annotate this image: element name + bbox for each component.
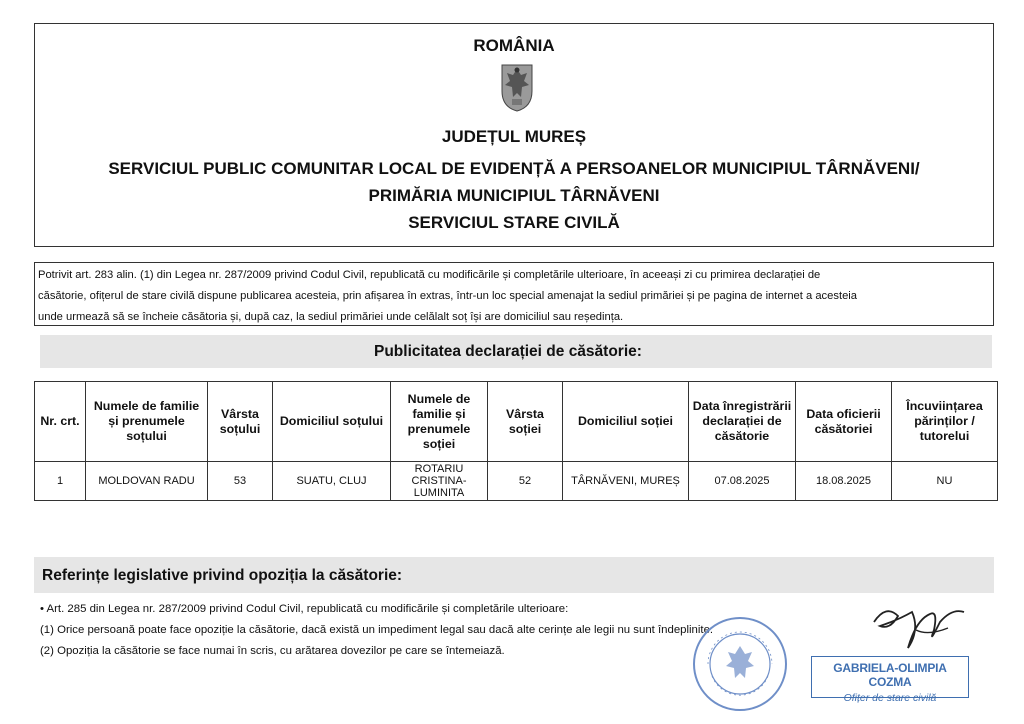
table-cell: ROTARIU CRISTINA-LUMINITA xyxy=(391,462,488,501)
table-cell: NU xyxy=(892,462,998,501)
handwritten-signature-icon xyxy=(868,600,978,660)
table-cell: 1 xyxy=(35,462,86,501)
table-cell: MOLDOVAN RADU xyxy=(86,462,208,501)
table-cell: 18.08.2025 xyxy=(796,462,892,501)
legal-title: Referințe legislative privind opoziția la căsătorie: xyxy=(42,567,403,584)
publication-title: Publicitatea declarației de căsătorie: xyxy=(374,343,642,360)
county-line: JUDEȚUL MUREȘ xyxy=(441,127,587,146)
column-header: Numele de familie și prenumele soției xyxy=(391,382,488,462)
civil-status-line: SERVICIUL STARE CIVILĂ xyxy=(408,213,620,232)
column-header: Vârsta soției xyxy=(488,382,563,462)
country-title: ROMÂNIA xyxy=(473,36,555,55)
column-header: Numele de familie și prenumele soțului xyxy=(86,382,208,462)
column-header: Data înregistrării declarației de căsătorie xyxy=(689,382,796,462)
signatory-title: Ofițer de stare civilă xyxy=(843,692,937,704)
intro-line: Potrivit art. 283 alin. (1) din Legea nr. 287/2009 privind Codul Civil, republicată cu modificările și completările ulterioare, în aceeași zi cu primirea declarației de xyxy=(38,269,821,281)
column-header: Domiciliul soțului xyxy=(273,382,391,462)
table-cell: SUATU, CLUJ xyxy=(273,462,391,501)
table-cell: 53 xyxy=(208,462,273,501)
city-hall-line: PRIMĂRIA MUNICIPIUL TÂRNĂVENI xyxy=(368,186,660,205)
column-header: Data oficierii căsătoriei xyxy=(796,382,892,462)
intro-line: căsătorie, ofițerul de stare civilă dispune publicarea acesteia, prin afișarea în extras, într-un loc special amenajat la sediul primăriei și pe pagina de internet a acesteia xyxy=(38,290,857,302)
intro-paragraph xyxy=(34,262,994,326)
table-cell: 52 xyxy=(488,462,563,501)
round-official-seal-icon xyxy=(690,614,790,714)
service-line: SERVICIUL PUBLIC COMUNITAR LOCAL DE EVIDENȚĂ A PERSOANELOR MUNICIPIUL TÂRNĂVENI/ xyxy=(108,159,920,178)
column-header: Vârsta soțului xyxy=(208,382,273,462)
column-header: Nr. crt. xyxy=(35,382,86,462)
legal-item: • Art. 285 din Legea nr. 287/2009 privind Codul Civil, republicată cu modificările și completările ulterioare: xyxy=(40,603,569,615)
legal-item: (1) Orice persoană poate face opoziție la căsătorie, dacă există un impediment legal sau dacă alte cerințe ale legii nu sunt îndeplinite. xyxy=(40,624,714,636)
romania-coat-of-arms-icon xyxy=(498,61,536,113)
intro-line: unde urmează să se încheie căsătoria și, după caz, la sediul primăriei unde celălalt soț își are domiciliul sau reședința. xyxy=(38,311,624,323)
signatory-name: GABRIELA-OLIMPIA COZMA xyxy=(833,661,947,689)
table-row xyxy=(35,462,998,501)
table-cell: TÂRNĂVENI, MUREȘ xyxy=(563,462,689,501)
table-cell: 07.08.2025 xyxy=(689,462,796,501)
publication-table xyxy=(34,381,998,501)
column-header: Încuviințarea părinților / tutorelui xyxy=(892,382,998,462)
signatory-stamp xyxy=(811,656,969,704)
legal-item: (2) Opoziția la căsătorie se face numai în scris, cu arătarea dovezilor pe care se întemeiază. xyxy=(40,645,505,657)
header-box xyxy=(34,23,994,247)
table-header-row xyxy=(35,382,998,462)
column-header: Domiciliul soției xyxy=(563,382,689,462)
